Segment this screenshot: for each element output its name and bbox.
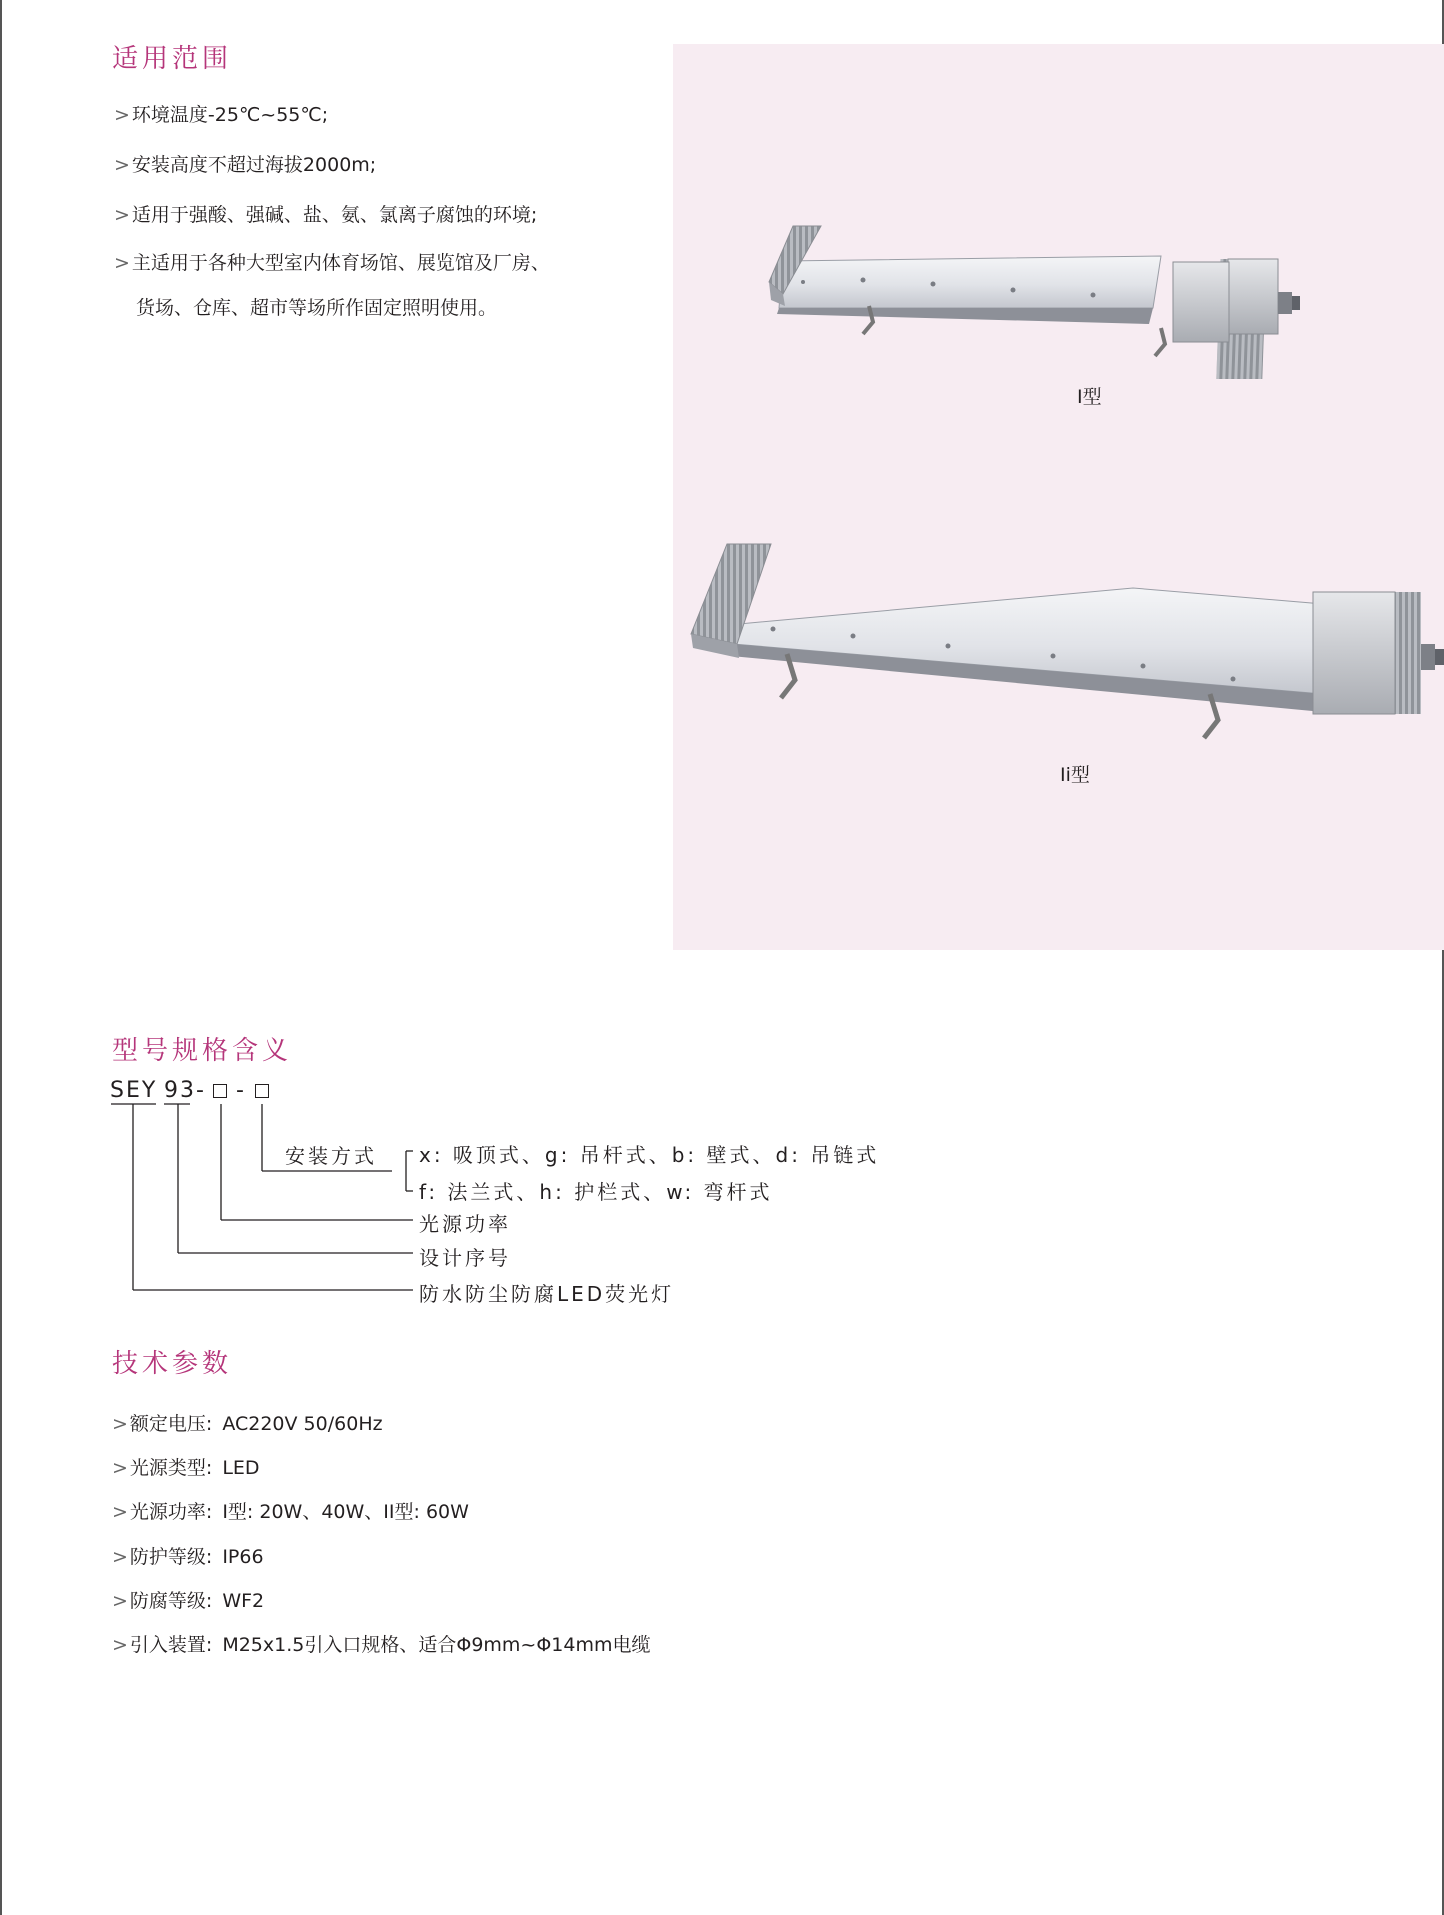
bullet-arrow-icon: > <box>112 1634 128 1656</box>
model-code-prefix: SEY <box>110 1078 158 1103</box>
power-placeholder-box <box>213 1084 227 1098</box>
bullet-arrow-icon: > <box>114 204 130 226</box>
model-code-dash: - <box>196 1078 206 1103</box>
install-method-label: 安装方式 <box>285 1144 377 1168</box>
lamp-type1-caption: I型 <box>1077 386 1102 408</box>
model-meaning-title: 型号规格含义 <box>112 1036 293 1066</box>
bullet-arrow-icon: > <box>114 252 130 274</box>
list-item-continuation: 货场、仓库、超市等场所作固定照明使用。 <box>136 297 498 319</box>
bullet-arrow-icon: > <box>112 1501 128 1523</box>
list-item: > 引入装置: M25x1.5引入口规格、适合Φ9mm~Φ14mm电缆 <box>112 1634 651 1656</box>
tech-params-title: 技术参数 <box>112 1349 233 1379</box>
install-placeholder-box <box>255 1084 269 1098</box>
bullet-arrow-icon: > <box>112 1413 128 1435</box>
bullet-arrow-icon: > <box>114 104 130 126</box>
list-item: > 防护等级: IP66 <box>112 1546 264 1568</box>
list-item: > 光源功率: I型: 20W、40W、II型: 60W <box>112 1501 469 1523</box>
list-item: > 适用于强酸、强碱、盐、氨、氯离子腐蚀的环境; <box>114 204 538 226</box>
product-image-panel <box>673 44 1444 950</box>
product-illustrations <box>673 44 1444 950</box>
page-left-border <box>0 0 2 1915</box>
lamp-type2-caption: Ii型 <box>1060 764 1090 786</box>
lamp-type2-image <box>691 544 1444 738</box>
application-scope-title: 适用范围 <box>112 44 233 74</box>
bullet-arrow-icon: > <box>112 1457 128 1479</box>
list-item: > 额定电压: AC220V 50/60Hz <box>112 1413 383 1435</box>
bullet-arrow-icon: > <box>112 1590 128 1612</box>
model-code-number: 93 <box>164 1078 196 1103</box>
install-options-line1: x: 吸顶式、g: 吊杆式、b: 壁式、d: 吊链式 <box>419 1143 880 1167</box>
lamp-type1-image <box>769 226 1300 379</box>
power-label: 光源功率 <box>419 1212 511 1236</box>
install-options-line2: f: 法兰式、h: 护栏式、w: 弯杆式 <box>419 1180 773 1204</box>
design-number-label: 设计序号 <box>419 1246 511 1270</box>
list-item: > 安装高度不超过海拔2000m; <box>114 154 377 176</box>
model-code-dash: - <box>236 1078 246 1103</box>
list-item: > 环境温度-25℃~55℃; <box>114 104 329 126</box>
bullet-arrow-icon: > <box>114 154 130 176</box>
product-name-label: 防水防尘防腐LED荧光灯 <box>419 1282 675 1306</box>
list-item: > 主适用于各种大型室内体育场馆、展览馆及厂房、 <box>114 252 550 274</box>
list-item: > 防腐等级: WF2 <box>112 1590 265 1612</box>
list-item: > 光源类型: LED <box>112 1457 260 1479</box>
bullet-arrow-icon: > <box>112 1546 128 1568</box>
